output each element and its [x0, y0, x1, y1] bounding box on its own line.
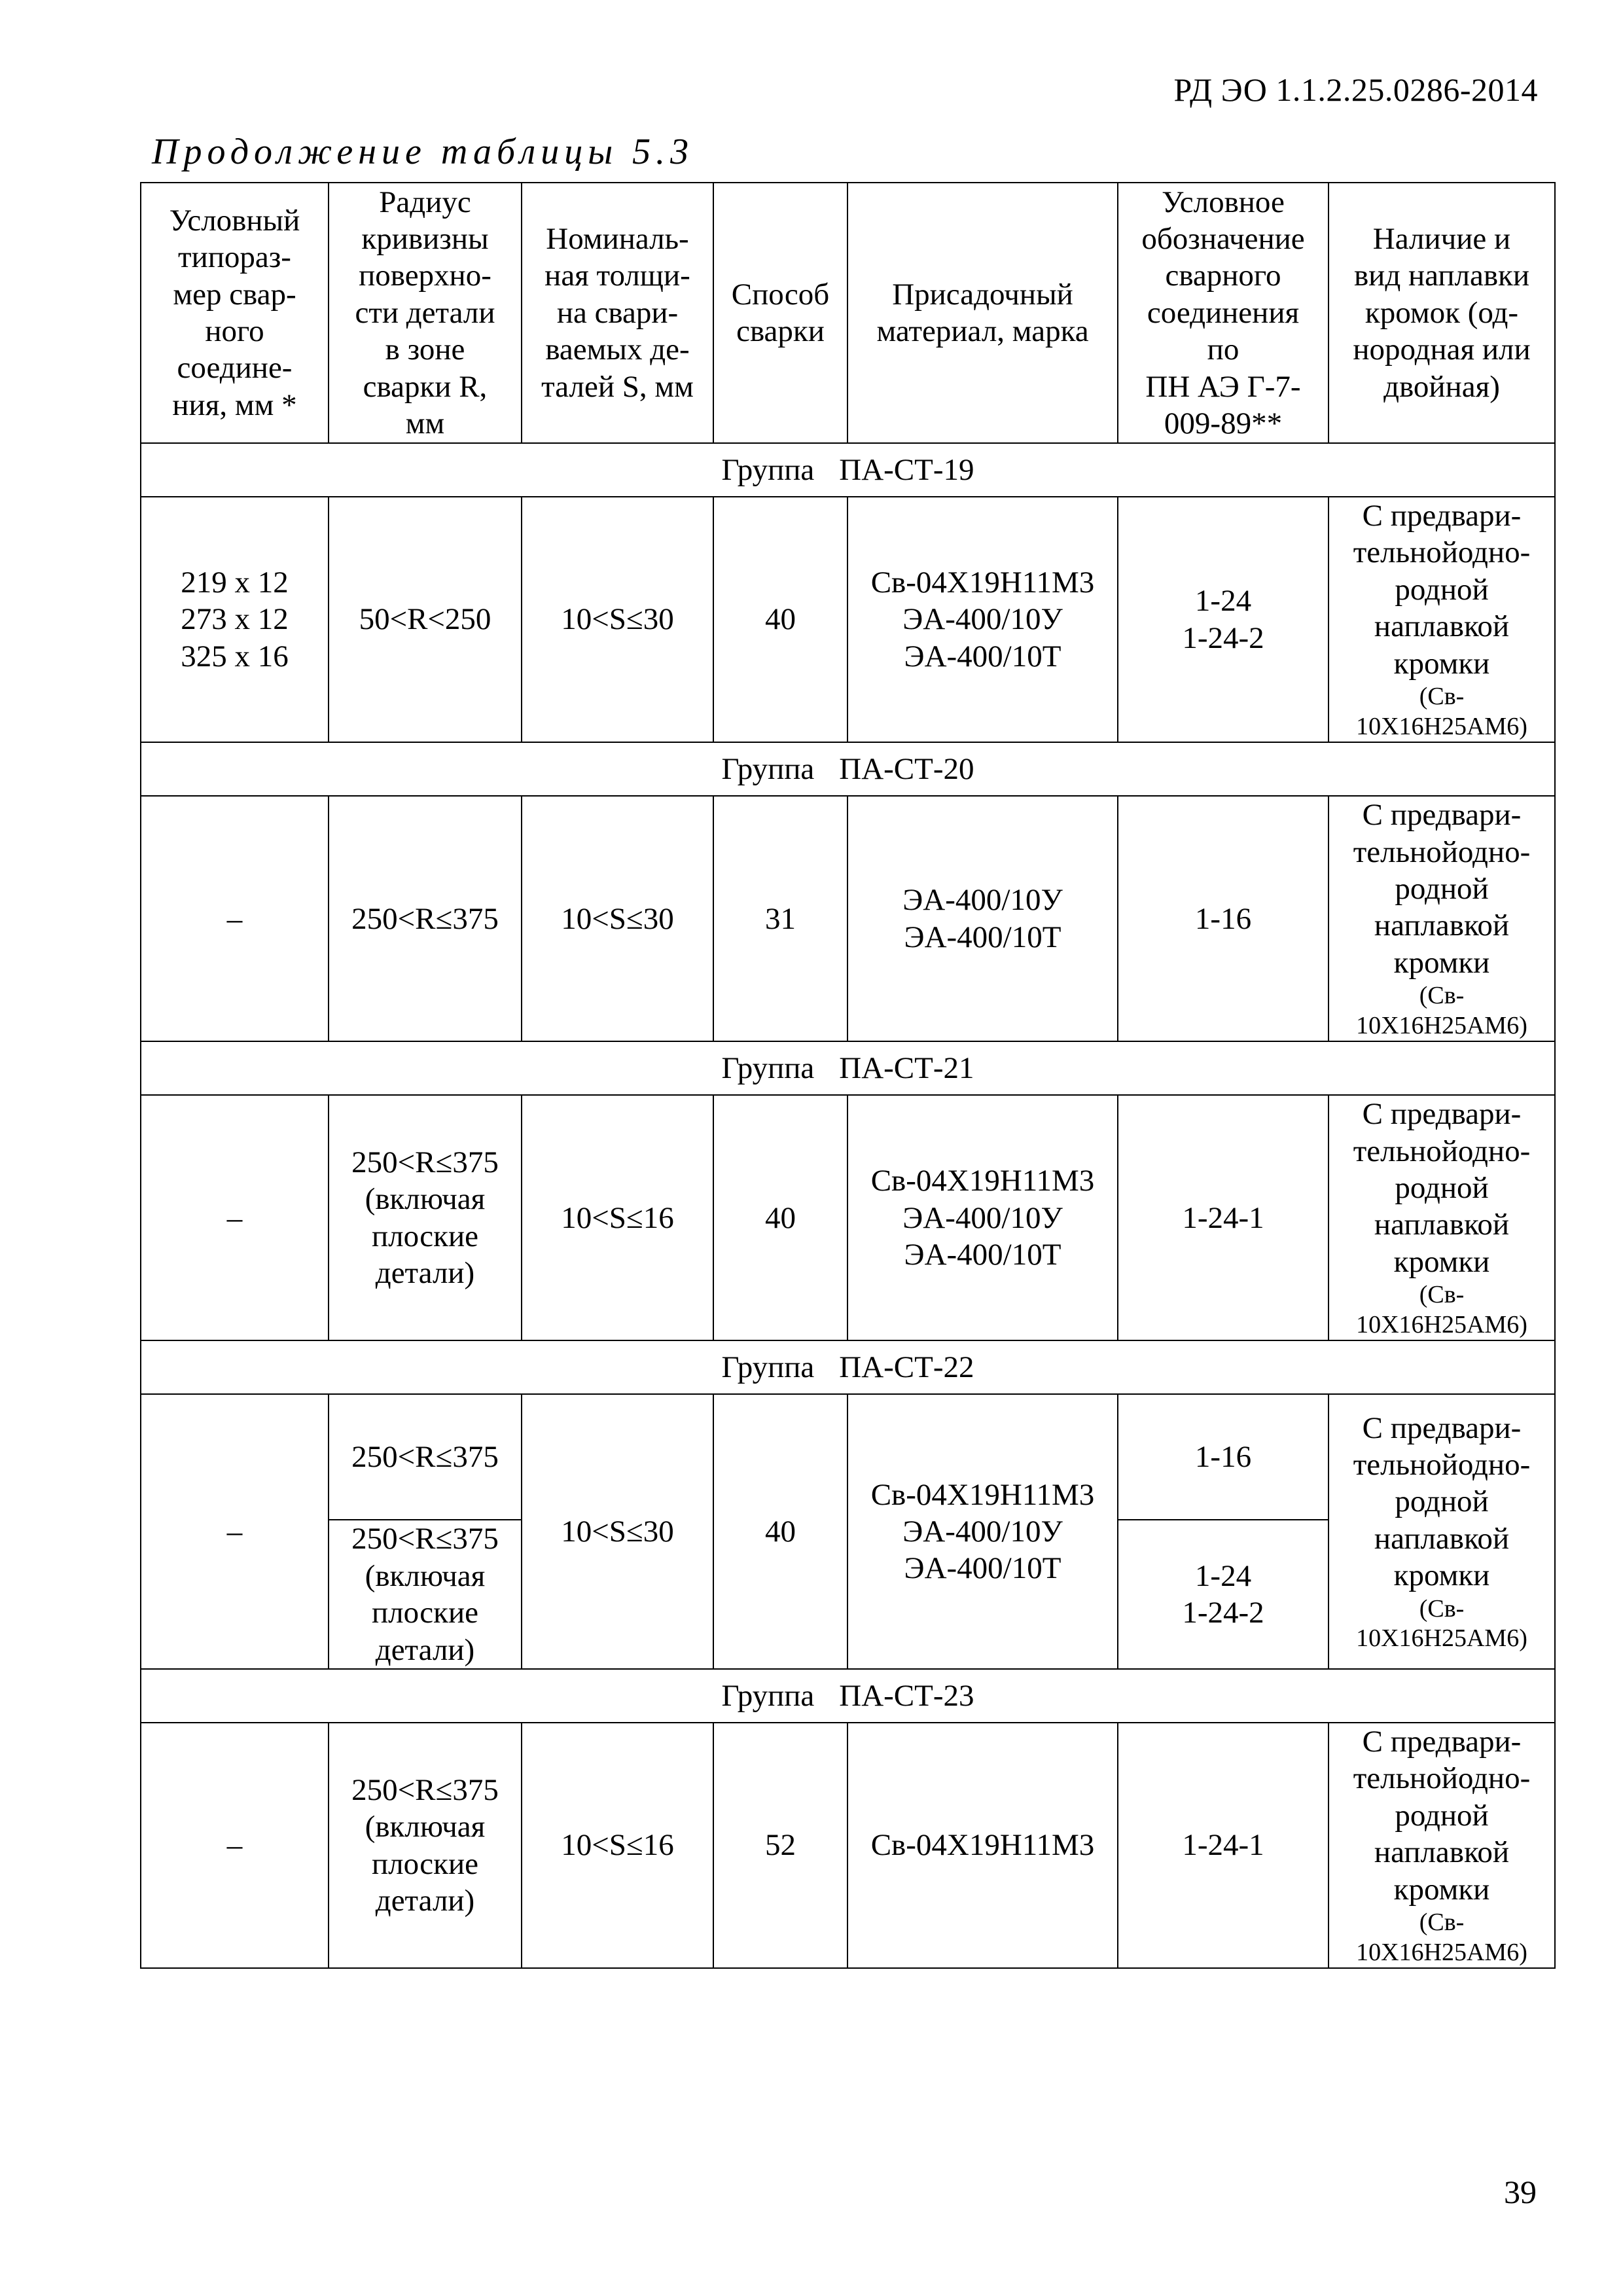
group-row [141, 742, 1555, 796]
group-title [141, 1669, 1555, 1723]
cell-designation: 1-16 [1118, 1394, 1329, 1520]
group-row [141, 1669, 1555, 1723]
surfacing-filler: (Св- 10Х16Н25АМ6) [1356, 1594, 1527, 1653]
cell-thickness: 10<S≤16 [522, 1095, 713, 1340]
cell-size: – [141, 1394, 329, 1669]
cell-thickness: 10<S≤16 [522, 1723, 713, 1968]
header-radius: Радиус кривизны поверхно- сти детали в зоне сварки R, мм [329, 183, 522, 443]
cell-method: 40 [713, 497, 847, 742]
table-row [141, 1095, 1555, 1340]
table-row [141, 1723, 1555, 1968]
group-name: ПА-СТ-21 [839, 1051, 974, 1086]
page-number: 39 [1504, 2174, 1537, 2210]
surfacing-filler: (Св- 10Х16Н25АМ6) [1356, 682, 1527, 740]
cell-surfacing [1329, 1394, 1555, 1669]
header-surfacing: Наличие и вид наплавки кромок (од- нородная или двойная) [1329, 183, 1555, 443]
welding-table [140, 182, 1556, 1969]
group-title [141, 742, 1555, 796]
table-caption: Продолжение таблицы 5.3 [152, 132, 694, 172]
cell-radius: 250<R≤375 [329, 796, 522, 1041]
cell-size: 219 х 12 273 х 12 325 х 16 [141, 497, 329, 742]
group-title [141, 1041, 1555, 1095]
header-thickness: Номиналь- ная толщи- на свари- ваемых де- талей S, мм [522, 183, 713, 443]
cell-thickness: 10<S≤30 [522, 796, 713, 1041]
cell-designation: 1-24 1-24-2 [1118, 497, 1329, 742]
cell-designation: 1-16 [1118, 796, 1329, 1041]
cell-thickness: 10<S≤30 [522, 497, 713, 742]
group-name: ПА-СТ-19 [839, 452, 974, 487]
cell-radius: 250<R≤375 [329, 1394, 522, 1520]
cell-designation: 1-24-1 [1118, 1095, 1329, 1340]
group-name: ПА-СТ-22 [839, 1350, 974, 1385]
group-word: Группа [721, 1051, 815, 1086]
group-row [141, 443, 1555, 497]
cell-designation: 1-24-1 [1118, 1723, 1329, 1968]
group-name: ПА-СТ-23 [839, 1678, 974, 1713]
table-row [141, 1394, 1555, 1520]
surfacing-text: С предвари- тельнойодно- родной наплавкой кромки [1353, 1410, 1531, 1593]
group-word: Группа [721, 751, 815, 786]
group-word: Группа [721, 452, 815, 487]
cell-surfacing [1329, 1723, 1555, 1968]
group-title [141, 1340, 1555, 1394]
group-title [141, 443, 1555, 497]
header-size: Условный типораз- мер свар- ного соедине- ния, мм * [141, 183, 329, 443]
cell-method: 40 [713, 1394, 847, 1669]
table-row [141, 497, 1555, 742]
header-designation: Условное обозначение сварного соединения по ПН АЭ Г-7- 009-89** [1118, 183, 1329, 443]
cell-filler: Св-04Х19Н11М3 ЭА-400/10У ЭА-400/10Т [847, 1394, 1118, 1669]
surfacing-filler: (Св- 10Х16Н25АМ6) [1356, 1281, 1527, 1338]
cell-filler: Св-04Х19Н11М3 ЭА-400/10У ЭА-400/10Т [847, 497, 1118, 742]
group-word: Группа [721, 1678, 815, 1713]
cell-surfacing [1329, 497, 1555, 742]
cell-radius: 250<R≤375 (включая плоские детали) [329, 1723, 522, 1968]
group-name: ПА-СТ-20 [839, 751, 974, 786]
surfacing-text: С предвари- тельнойодно- родной наплавкой кромки [1353, 1097, 1531, 1279]
surfacing-filler: (Св- 10Х16Н25АМ6) [1356, 982, 1527, 1039]
cell-radius: 250<R≤375 (включая плоские детали) [329, 1520, 522, 1669]
cell-size: – [141, 1723, 329, 1968]
cell-method: 52 [713, 1723, 847, 1968]
cell-filler: Св-04Х19Н11М3 ЭА-400/10У ЭА-400/10Т [847, 1095, 1118, 1340]
cell-radius: 250<R≤375 (включая плоские детали) [329, 1095, 522, 1340]
cell-filler: ЭА-400/10У ЭА-400/10Т [847, 796, 1118, 1041]
surfacing-text: С предвари- тельнойодно- родной наплавкой кромки [1353, 1724, 1531, 1907]
cell-surfacing [1329, 1095, 1555, 1340]
group-word: Группа [721, 1350, 815, 1385]
group-row [141, 1340, 1555, 1394]
surfacing-filler: (Св- 10Х16Н25АМ6) [1356, 1908, 1527, 1966]
cell-method: 40 [713, 1095, 847, 1340]
surfacing-text: С предвари- тельнойодно- родной наплавкой кромки [1353, 798, 1531, 980]
table-header-row [141, 183, 1555, 443]
cell-radius: 50<R<250 [329, 497, 522, 742]
table-row [141, 796, 1555, 1041]
cell-surfacing [1329, 796, 1555, 1041]
surfacing-text: С предвари- тельнойодно- родной наплавкой кромки [1353, 499, 1531, 681]
group-row [141, 1041, 1555, 1095]
cell-filler: Св-04Х19Н11М3 [847, 1723, 1118, 1968]
document-code: РД ЭО 1.1.2.25.0286-2014 [1173, 71, 1538, 108]
header-filler: Присадочный материал, марка [847, 183, 1118, 443]
cell-size: – [141, 1095, 329, 1340]
cell-size: – [141, 796, 329, 1041]
header-method: Способ сварки [713, 183, 847, 443]
cell-designation: 1-24 1-24-2 [1118, 1520, 1329, 1669]
cell-thickness: 10<S≤30 [522, 1394, 713, 1669]
cell-method: 31 [713, 796, 847, 1041]
